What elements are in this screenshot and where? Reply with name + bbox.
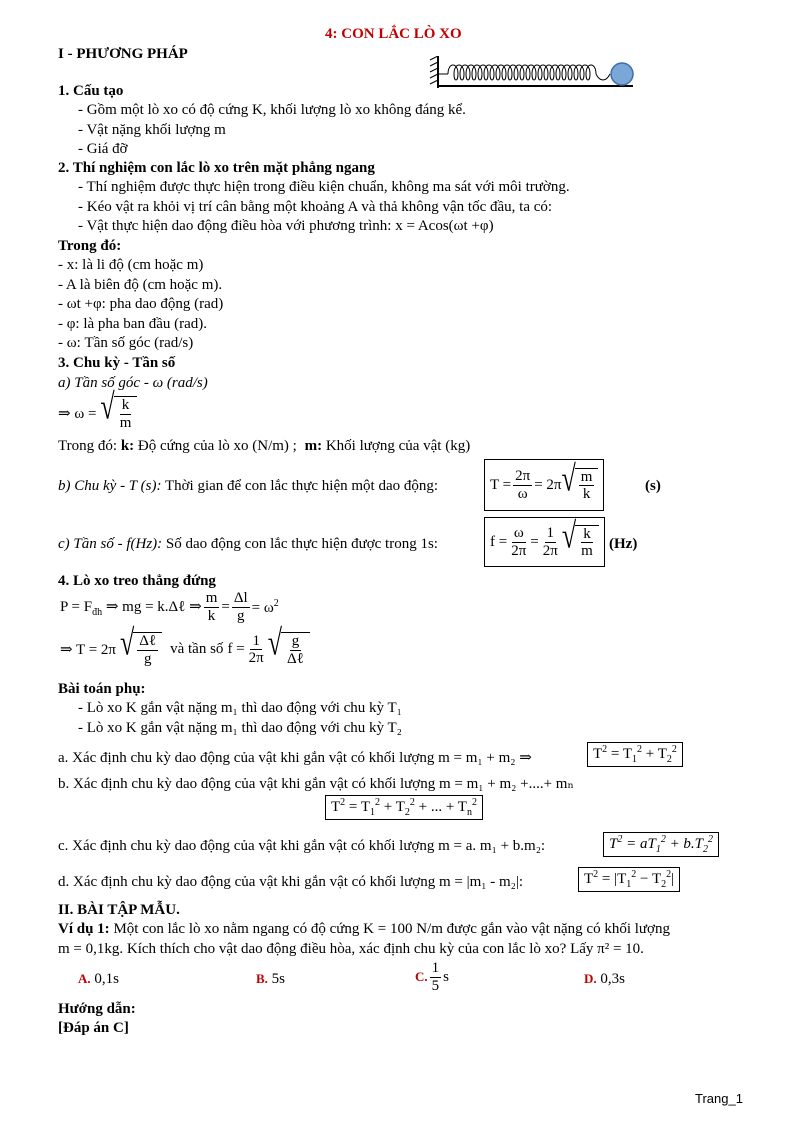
s1-item: - Gồm một lò xo có độ cứng K, khối lượng lò xo không đáng kể.: [78, 102, 466, 118]
s2-item: - Kéo vật ra khỏi vị trí cân bằng một khoảng A và thả không vận tốc đầu, ta có:: [78, 199, 553, 215]
vertical-period-formula: ⇒ T = 2π √ $\frac{\text{Δℓ}}{g}$ và tần số f = $\frac{1}{2\pi}$ √ $\frac{g}{\text{Δℓ}}$: [60, 632, 310, 667]
omega-formula: ⇒ ω = √ $\frac{k}{m}$: [58, 396, 137, 431]
where-item: - ω: Tần số góc (rad/s): [58, 335, 194, 351]
section-1-title: I - PHƯƠNG PHÁP: [58, 46, 188, 62]
s2-item: - Vật thực hiện dao động điều hòa với phương trình: x = Acos(ωt +φ): [78, 218, 494, 234]
option-c[interactable]: C. $\frac{1}{5}$ s: [415, 960, 449, 994]
s3-b-line: b) Chu kỳ - T (s): Thời gian để con lắc thực hiện một dao động:: [58, 478, 439, 494]
s3-c-line: c) Tần số - f(Hz): Số dao động con lắc thực hiện được trong 1s:: [58, 536, 438, 552]
aux-item: - Lò xo K gắn vật nặng m₁ thì dao động với chu kỳ T₂: [78, 720, 402, 736]
aux-question-a: a. Xác định chu kỳ dao động của vật khi gắn vật có khối lượng m = m₁ + m₂ ⇒: [58, 750, 532, 766]
aux-item: - Lò xo K gắn vật nặng m₁ thì dao động với chu kỳ T₁: [78, 700, 402, 716]
formula-box-c: $T^2 = aT_1^2 + b.T_2^2$: [603, 832, 719, 857]
s3-where-line: Trong đó: k: Độ cứng của lò xo (N/m) ; m: Khối lượng của vật (kg): [58, 438, 471, 454]
aux-question-c: c. Xác định chu kỳ dao động của vật khi gắn vật có khối lượng m = a. m₁ + b.m₂:: [58, 838, 546, 854]
s2-item: - Thí nghiệm được thực hiện trong điều kiện chuẩn, không ma sát với môi trường.: [78, 179, 570, 195]
period-unit: (s): [645, 478, 661, 494]
where-item: - ωt +φ: pha dao động (rad): [58, 296, 224, 312]
omega-lhs: ⇒ ω =: [58, 406, 97, 422]
aux-question-b: b. Xác định chu kỳ dao động của vật khi gắn vật có khối lượng m = m₁ + m₂ +....+ mₙ: [58, 776, 574, 792]
option-b[interactable]: B. 5s: [256, 971, 286, 987]
frequency-formula-box: f = $\frac{\omega}{2\pi}$ = $\frac{1}{2\pi}$ √ $\frac{k}{m}$: [484, 517, 605, 567]
vertical-force-formula: $P = F_{đh}$ ⇒ mg = k.Δℓ ⇒ $\frac{m}{k}$ = $\frac{\Delta l}{g}$ = $\omega^2$: [60, 590, 279, 624]
frequency-unit: (Hz): [609, 536, 638, 552]
example-line-1: Ví dụ 1: Một con lắc lò xo nằm ngang có độ cứng K = 100 N/m được gắn vào vật nặng có khối lượng: [58, 921, 670, 937]
guide-heading: Hướng dẫn:: [58, 1001, 136, 1017]
where-item: - φ: là pha ban đầu (rad).: [58, 316, 208, 332]
s2-heading: 2. Thí nghiệm con lắc lò xo trên mặt phẳng ngang: [58, 160, 375, 176]
mass-ball-icon: [611, 63, 633, 85]
period-formula-box: T = $\frac{2\pi}{\omega}$ = 2π √ $\frac{m}{k}$: [484, 459, 604, 511]
s1-heading: 1. Cấu tạo: [58, 83, 124, 99]
aux-heading: Bài toán phụ:: [58, 681, 146, 697]
formula-box-d: $T^2 = |T_1^2 - T_2^2|$: [578, 867, 680, 892]
section-2-title: II. BÀI TẬP MẪU.: [58, 902, 180, 918]
where-item: - x: là li độ (cm hoặc m): [58, 257, 204, 273]
example-line-2: m = 0,1kg. Kích thích cho vật dao động điều hòa, xác định chu kỳ của con lắc lò xo? Lấy π² = 10.: [58, 941, 644, 957]
s3-heading: 3. Chu kỳ - Tần số: [58, 355, 176, 371]
option-a[interactable]: A. 0,1s: [78, 971, 119, 987]
formula-box-b: $T^2 = T_1^2 + T_2^2$ + ... + $T_n^2$: [325, 795, 483, 820]
page-number: Trang_1: [695, 1091, 743, 1106]
formula-box-a: $T^2 = T_1^2 + T_2^2$: [587, 742, 683, 767]
spring-diagram: [428, 56, 638, 92]
aux-question-d: d. Xác định chu kỳ dao động của vật khi gắn vật có khối lượng m = |m₁ - m₂|:: [58, 874, 524, 890]
s1-item: - Vật nặng khối lượng m: [78, 122, 226, 138]
where-item: - A là biên độ (cm hoặc m).: [58, 277, 223, 293]
where-heading: Trong đó:: [58, 238, 122, 254]
page-title: 4: CON LẮC LÒ XO: [325, 26, 462, 42]
option-d[interactable]: D. 0,3s: [584, 971, 625, 987]
s1-item: - Giá đỡ: [78, 141, 128, 157]
s4-heading: 4. Lò xo treo thẳng đứng: [58, 573, 216, 589]
answer-text: [Đáp án C]: [58, 1020, 129, 1036]
s3-a-label: a) Tần số góc - ω (rad/s): [58, 375, 208, 391]
